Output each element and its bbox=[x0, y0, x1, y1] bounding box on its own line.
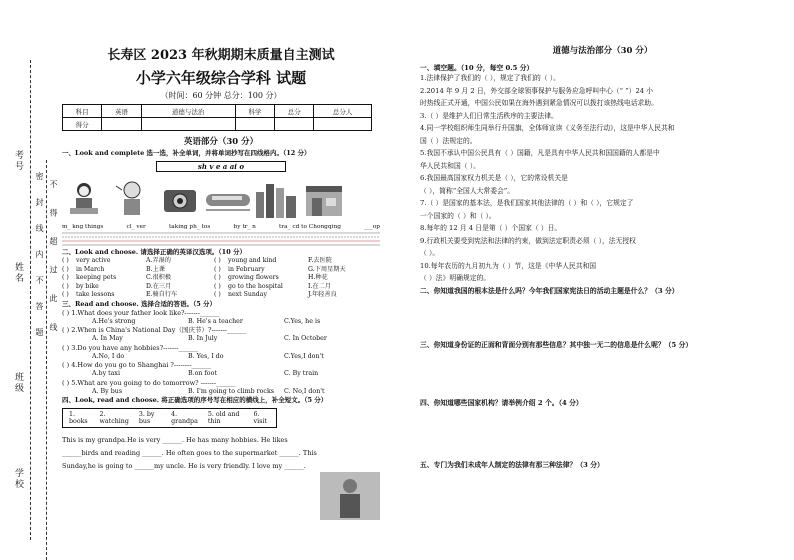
word-blanks: m_ kng things cl_ ver taking ph_ tos by tr_ n tra_ cd to Chongqing ___op bbox=[62, 224, 380, 230]
english-column bbox=[62, 44, 380, 473]
seal-text: 密封线内不答题 bbox=[35, 172, 44, 354]
label-name: 姓名 bbox=[13, 262, 23, 284]
no-write-notice: 不 得 超 过 此 线 bbox=[49, 180, 58, 340]
four-line-grid[interactable] bbox=[62, 232, 380, 246]
morality-section-title: 道德与法治部分（30 分） bbox=[552, 46, 653, 56]
train-image bbox=[206, 178, 250, 220]
shop-image bbox=[302, 178, 346, 220]
question-5: 五、专门为我们未成年人制定的法律有那三种法律？（3 分） bbox=[420, 460, 604, 469]
label-exam-no: 考号 bbox=[13, 150, 23, 172]
fill-blank-title: 一、填空题。（10 分，每空 0.5 分） bbox=[420, 64, 534, 72]
question-3: 三、你知道身份证的正面和背面分别有那些信息？其中独一无二的信息是什么呢？（5 分） bbox=[420, 340, 693, 349]
label-school: 学校 bbox=[13, 468, 23, 490]
q2-title: 二、Look and choose. 请选择正确的英译汉选项。（10 分） bbox=[62, 248, 246, 256]
label-class: 班级 bbox=[13, 372, 23, 394]
time-info: （时间：60 分钟 总分：100 分） bbox=[160, 91, 282, 100]
q1-title: 一、Look and complete 选一选，补全单词，并将单词抄写在四线格内。（12 分） bbox=[62, 149, 311, 157]
q3-items: ( ) 1.What does your father look like?-------______ A.He's strong B. He's a teacher C.Yes, he is ( ) 2.When is China's National Day（国庆节）?-------______ A. In May B. In July C. In October ( ) 3.Do you have any hobbies?-------______ A.No, I do B. Yes, I do C.Yes,I don't ( ) 4.How do you go to Shanghai ?--------______ A.by taxi B.on foot C. By train ( ) 5.What are you going to do tomorrow? -------______ A. By bus B. I'm going to climb rocks C. No,I don't bbox=[62, 308, 327, 395]
picture-row bbox=[62, 178, 380, 222]
morality-column bbox=[420, 44, 785, 469]
q3-title: 三、Read and choose. 选择合适的答语。（5 分） bbox=[62, 299, 217, 308]
girl-making-things-image bbox=[62, 178, 106, 220]
q4-passage: This is my grandpa.He is very ______. He has many hobbies. He likes ______birds and reading ______. He often goes to the supermarket ______. This Sunday,he is going to ______my uncle. He is very friendly. I love my ______. bbox=[62, 436, 317, 470]
q2-matching: ( ) very active A.弄湿的 ( ) young and kind F.去医院 ( ) in March B.上课 ( ) in February G.下周星期天 ( ) keeping pets C.很积极 ( ) growing flowers H.种花 ( ) by bike D.在三月 ( ) go to the hospital I.在二月 ( ) take lessons E.骑自行车 ( ) next Sunday J.年轻善良 bbox=[62, 257, 346, 298]
camera-image bbox=[158, 178, 202, 220]
q4-option-box: 1. books 2. watching 3. by bus 4. grandpa 5. old and thin 6. visit bbox=[62, 408, 277, 428]
q4-title: 四、Look, read and choose. 将正确选项的序号写在相应的横线上，补全短文。（5 分） bbox=[62, 396, 328, 404]
answer-space-4[interactable] bbox=[420, 407, 785, 459]
city-image bbox=[254, 178, 298, 220]
exam-title: 长寿区 2023 年秋期期末质量自主测试 bbox=[107, 48, 335, 63]
score-table: 科目 英语 道德与法治 科学 总分 总分人 得分 bbox=[62, 104, 372, 131]
answer-space-2[interactable] bbox=[420, 295, 785, 339]
grandpa-image bbox=[320, 472, 380, 520]
question-4: 四、你知道哪些国家机构？请举例介绍 2 个。（4 分） bbox=[420, 398, 583, 407]
letter-bank: sh v e a ai o bbox=[156, 161, 286, 172]
exam-subtitle: 小学六年级综合学科 试题 bbox=[135, 69, 307, 87]
answer-space-3[interactable] bbox=[420, 349, 785, 397]
binding-margin bbox=[0, 0, 58, 560]
fill-blank-items: 1.法律保护了我们的（ ），规定了我们的（ ）。 2.2014 年 9 月 2 日，外交部全球领事保护与服务应急呼叫中心（“ ”）24 小 时热线正式开通，中国公民如果在海外遇到紧急情况可以拨打该热线电话求助。 3.（ ）是维护人们日常生活秩序的主要法律。 4.同一学校组织师生同举行升国旗，全体师宣读《义务至法行动》，这是中华人民共和 国（ ）法规定的。 5.我国不承认中国公民具有（ ）国籍，凡是具有中华人民共和国国籍的人都是中 华人民共和国（ ）。 6.我国最高国家权力机关是（ ），它的常设机关是 （ ），简称“全国人大常委会”。 7.（ ）是国家的基本法，是我们国家其他法律的（ ）和（ ），它规定了 一个国家的（ ）和（ ）。 8.每年的 12 月 4 日是第（ ）个国家（ ）日。 9.行政机关要受到宪法和法律的约束，做到法定职责必须（ ），法无授权 （ ）。 10.每年农历的九月初九为（ ）节，这是《中华人民共和国 （ ）法》明确规定的。 bbox=[420, 74, 675, 282]
question-2: 二、你知道我国的根本法是什么吗？今年我们国家宪法日的活动主题是什么？（3 分） bbox=[420, 286, 679, 295]
english-section-title: 英语部分（30 分） bbox=[183, 137, 259, 147]
clever-boy-image bbox=[110, 178, 154, 220]
